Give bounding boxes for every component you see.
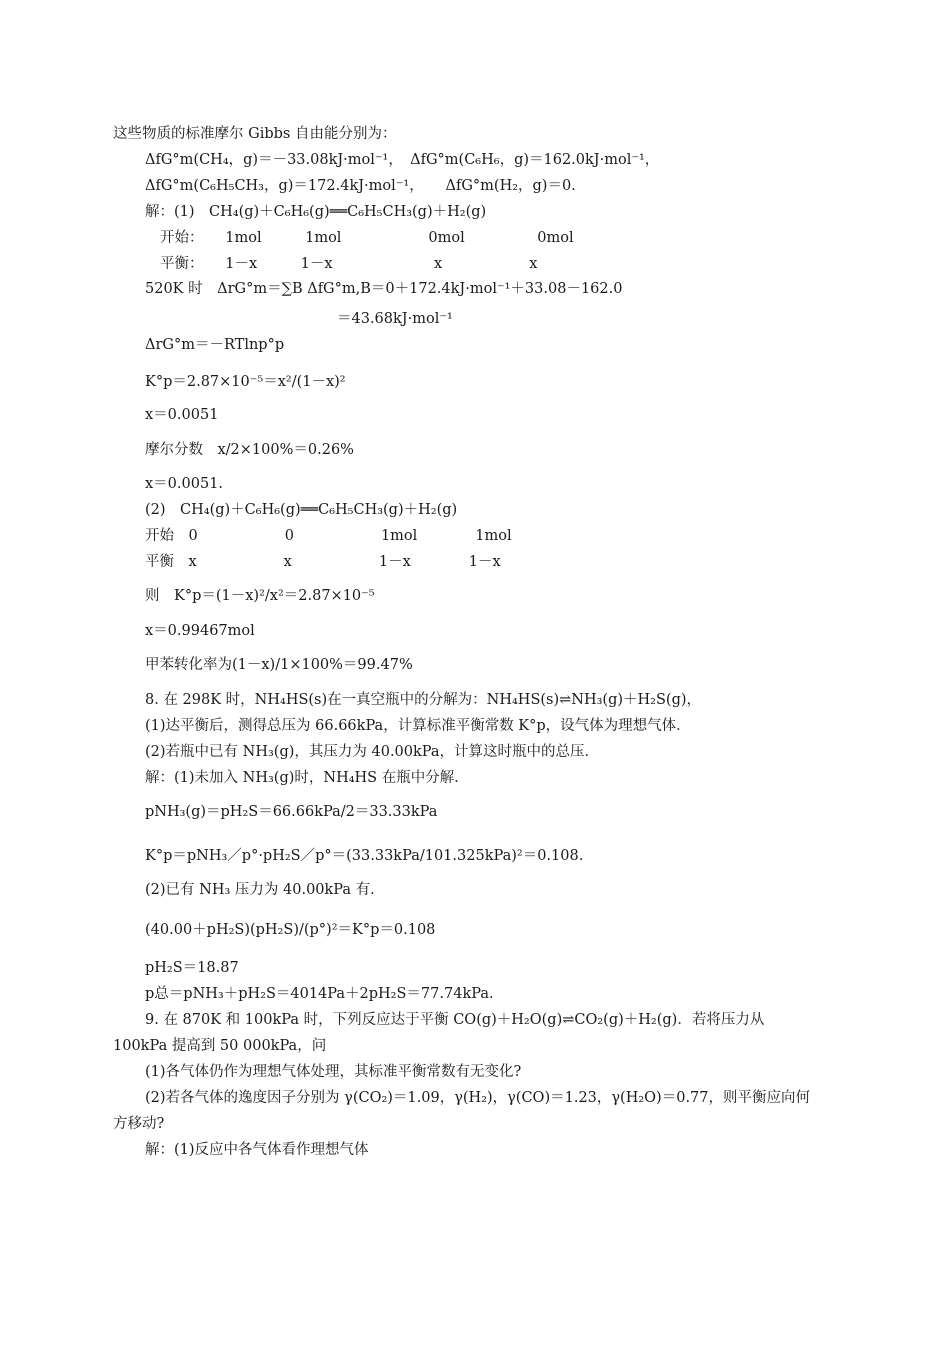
formula-line: p总＝pNH₃＋pH₂S＝4014Pa＋2pH₂S＝77.74kPa.	[145, 986, 494, 1002]
formula-line: (2)已有 NH₃ 压力为 40.00kPa 有．	[145, 882, 385, 898]
solution-line: 解：(1)未加入 NH₃(g)时，NH₄HS 在瓶中分解．	[145, 770, 469, 786]
formula-line: ΔfG°m(C₆H₅CH₃，g)＝172.4kJ·mol⁻¹， ΔfG°m(H₂，g)＝0.	[145, 178, 576, 194]
formula-line: x＝0.0051	[145, 407, 219, 423]
formula-line: ΔrG°m＝－RTlnp°p	[145, 337, 285, 353]
formula-line: x＝0.0051.	[145, 476, 224, 492]
formula-line: 520K 时 ΔrG°m＝∑B ΔfG°m,B＝0＋172.4kJ·mol⁻¹＋33.08－162.0	[145, 281, 623, 297]
solution-line: 解：(1) CH₄(g)＋C₆H₆(g)══C₆H₅CH₃(g)＋H₂(g)	[145, 204, 487, 220]
formula-line: pH₂S＝18.87	[145, 960, 239, 976]
formula-line: 则 K°p＝(1－x)²/x²＝2.87×10⁻⁵	[145, 588, 375, 604]
problem-line: (2)若各气体的逸度因子分别为 γ(CO₂)＝1.09，γ(H₂)，γ(CO)＝1.23，γ(H₂O)＝0.77，则平衡应向何	[145, 1090, 811, 1106]
formula-line: pNH₃(g)＝pH₂S＝66.66kPa/2＝33.33kPa	[145, 804, 438, 820]
formula-line: (2) CH₄(g)＋C₆H₆(g)══C₆H₅CH₃(g)＋H₂(g)	[145, 502, 458, 518]
problem-line: (1)达平衡后，测得总压为 66.66kPa，计算标准平衡常数 K°p，设气体为理想气体．	[145, 718, 691, 734]
formula-line: ＝43.68kJ·mol⁻¹	[337, 311, 453, 327]
solution-line: 解：(1)反应中各气体看作理想气体	[145, 1142, 369, 1158]
table-line: 平衡 x x 1－x 1－x	[145, 554, 501, 570]
formula-line: x＝0.99467mol	[145, 623, 255, 639]
formula-line: (40.00＋pH₂S)(pH₂S)/(p°)²＝K°p＝0.108	[145, 922, 436, 938]
problem-line: (2)若瓶中已有 NH₃(g)，其压力为 40.00kPa，计算这时瓶中的总压．	[145, 744, 600, 760]
text-line: 这些物质的标准摩尔 Gibbs 自由能分别为：	[113, 126, 397, 142]
formula-line: ΔfG°m(CH₄，g)＝－33.08kJ·mol⁻¹， ΔfG°m(C₆H₆，g)＝162.0kJ·mol⁻¹，	[145, 152, 660, 168]
problem-line: 100kPa 提高到 50 000kPa，问	[113, 1038, 327, 1054]
problem-line: (1)各气体仍作为理想气体处理，其标准平衡常数有无变化?	[145, 1064, 522, 1080]
problem-line: 8. 在 298K 时，NH₄HS(s)在一真空瓶中的分解为：NH₄HS(s)⇌NH₃(g)＋H₂S(g)，	[145, 692, 702, 708]
table-line: 开始 0 0 1mol 1mol	[145, 528, 512, 544]
table-line: 平衡： 1－x 1－x x x	[160, 256, 538, 272]
table-line: 开始： 1mol 1mol 0mol 0mol	[160, 230, 574, 246]
problem-line: 方移动?	[113, 1116, 165, 1132]
formula-line: 甲苯转化率为(1－x)/1×100%＝99.47%	[145, 657, 413, 673]
formula-line: K°p＝2.87×10⁻⁵＝x²/(1－x)²	[145, 374, 346, 390]
problem-line: 9. 在 870K 和 100kPa 时，下列反应达于平衡 CO(g)＋H₂O(g)⇌CO₂(g)＋H₂(g)．若将压力从	[145, 1012, 765, 1028]
formula-line: 摩尔分数 x/2×100%＝0.26%	[145, 442, 354, 458]
formula-line: K°p＝pNH₃／p°·pH₂S／p°＝(33.33kPa/101.325kPa)²＝0.108.	[145, 848, 584, 864]
